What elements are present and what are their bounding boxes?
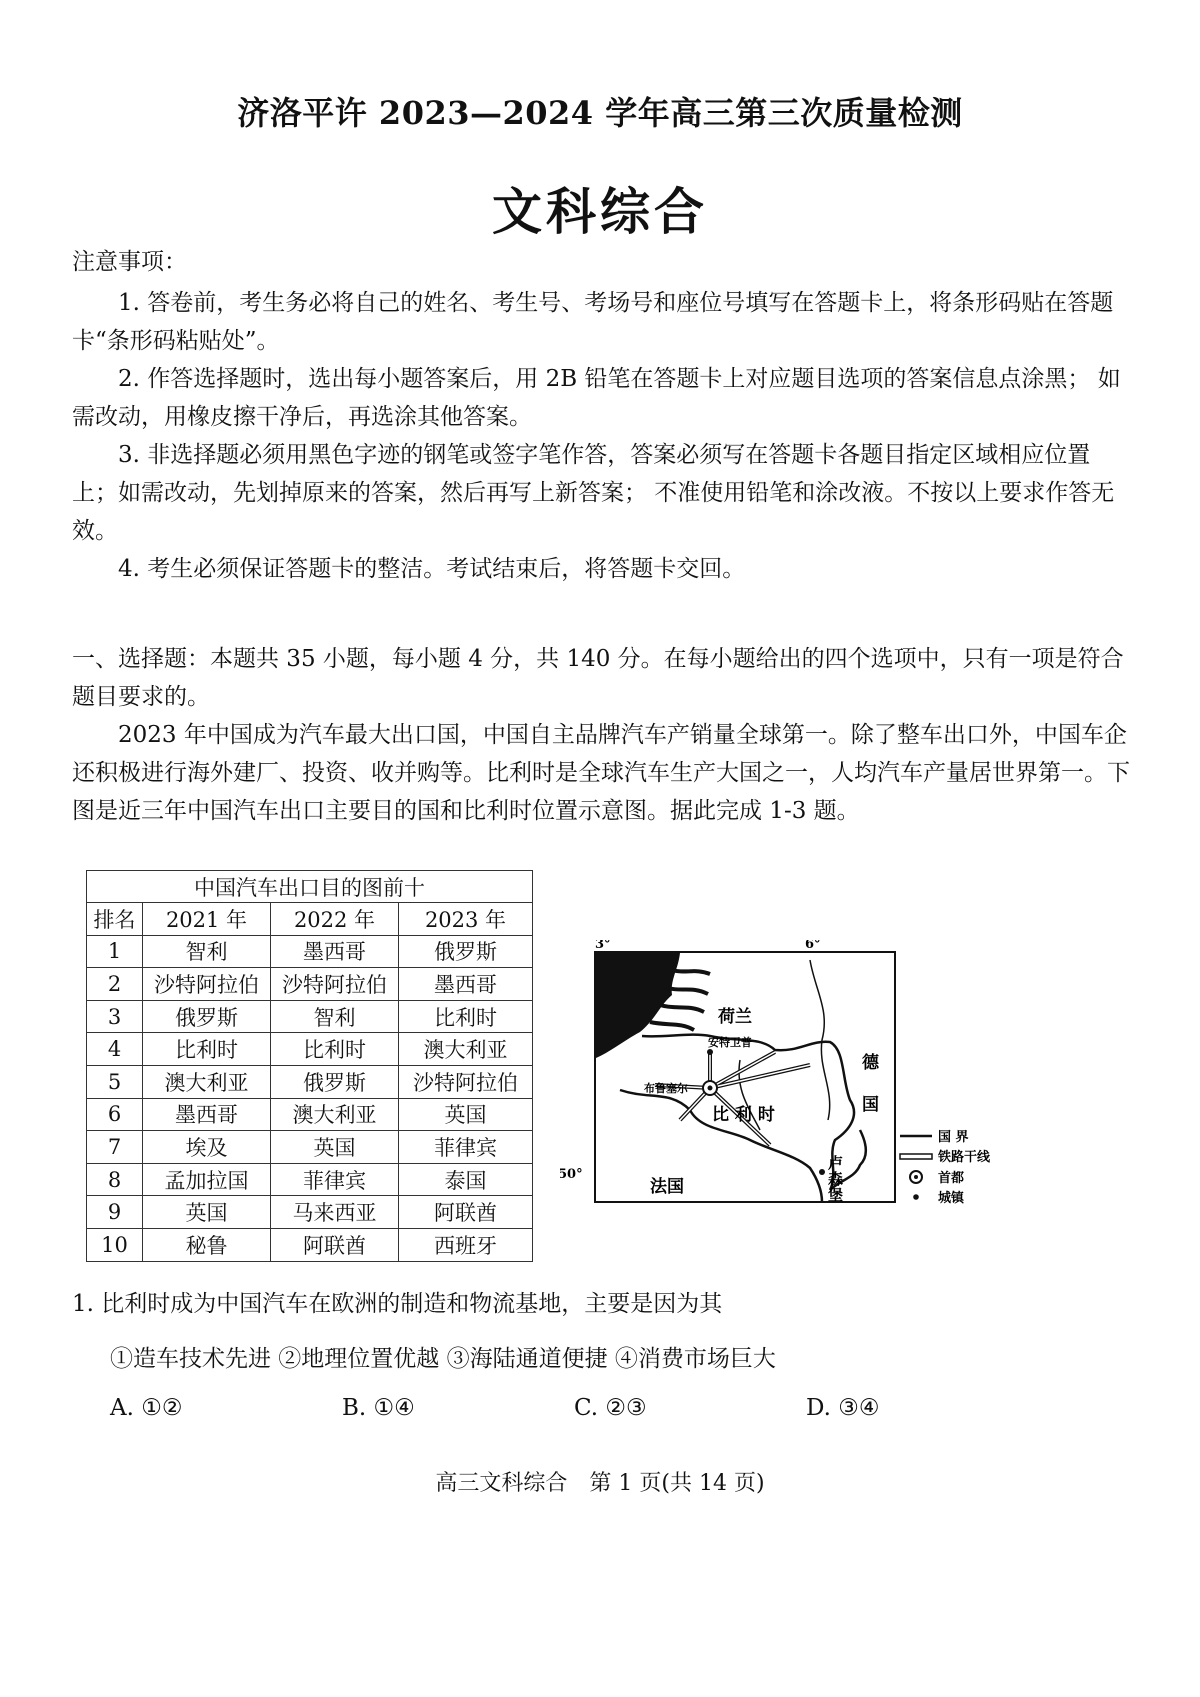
table-cell: 沙特阿拉伯	[143, 968, 271, 1001]
section-intro: 一、选择题：本题共 35 小题，每小题 4 分，共 140 分。在每小题给出的四个选项中，只有一项是符合题目要求的。	[72, 646, 1124, 710]
page-footer: 高三文科综合 第 1 页(共 14 页)	[435, 1471, 765, 1496]
table-cell: 比利时	[271, 1033, 399, 1066]
legend-town-icon	[913, 1194, 919, 1200]
table-cell: 菲律宾	[399, 1131, 533, 1164]
table-cell: 9	[87, 1196, 143, 1229]
legend-railway-label: 铁路干线	[938, 1150, 991, 1165]
table-cell: 比利时	[143, 1033, 271, 1066]
table-cell: 孟加拉国	[143, 1163, 271, 1196]
lon-right-label: 6°	[805, 940, 821, 952]
table-row	[87, 1098, 533, 1131]
germany-label-1: 德	[862, 1053, 879, 1073]
luxembourg-label-1: 卢	[828, 1154, 844, 1172]
table-cell: 澳大利亚	[271, 1098, 399, 1131]
brussels-label: 布鲁塞尔	[644, 1082, 688, 1095]
notice-item-4: 4. 考生必须保证答题卡的整洁。考试结束后，将答题卡交回。	[118, 556, 746, 582]
table-cell: 俄罗斯	[271, 1065, 399, 1098]
subject-title: 文科综合	[492, 182, 708, 241]
legend-capital-dot	[914, 1175, 918, 1179]
table-cell: 墨西哥	[399, 968, 533, 1001]
table-row	[87, 1163, 533, 1196]
luxembourg-label-2: 森	[828, 1170, 844, 1188]
notice-item-1: 1. 答卷前，考生务必将自己的姓名、考生号、考场号和座位号填写在答题卡上，将条形码贴在答题卡“条形码粘贴处”。	[72, 290, 1114, 354]
notice-heading: 注意事项：	[72, 249, 187, 275]
table-cell: 1	[87, 935, 143, 968]
table-cell: 英国	[143, 1196, 271, 1229]
table-cell: 沙特阿拉伯	[399, 1065, 533, 1098]
exam-title: 济洛平许 2023—2024 学年高三第三次质量检测	[237, 94, 963, 132]
table-cell: 英国	[399, 1098, 533, 1131]
table-caption: 中国汽车出口目的图前十	[87, 871, 533, 903]
table-cell: 俄罗斯	[143, 1000, 271, 1033]
luxembourg-town-icon	[819, 1169, 825, 1175]
table-row	[87, 1131, 533, 1164]
table-row	[87, 935, 533, 968]
legend-border-label: 国 界	[938, 1130, 969, 1145]
table-cell: 墨西哥	[143, 1098, 271, 1131]
table-cell: 澳大利亚	[143, 1065, 271, 1098]
table-cell: 墨西哥	[271, 935, 399, 968]
notice-item-3: 3. 非选择题必须用黑色字迹的钢笔或签字笔作答，答案必须写在答题卡各题目指定区域相应位置上；如需改动，先划掉原来的答案，然后再写上新答案； 不准使用铅笔和涂改液。不按以上要求作答无效。	[72, 442, 1115, 544]
france-label: 法国	[650, 1177, 684, 1197]
map-svg	[560, 940, 1030, 1220]
netherlands-label: 荷兰	[718, 1007, 752, 1027]
brussels-capital-dot	[708, 1086, 713, 1091]
passage: 2023 年中国成为汽车最大出口国，中国自主品牌汽车产销量全球第一。除了整车出口外，中国车企还积极进行海外建厂、投资、收并购等。比利时是全球汽车生产大国之一，人均汽车产量居世界第一。下图是近三年中国汽车出口主要目的国和比利时位置示意图。据此完成 1-3 题。	[72, 722, 1130, 824]
table-cell: 比利时	[399, 1000, 533, 1033]
table-cell: 秘鲁	[143, 1228, 271, 1261]
belgium-label: 比 利 时	[712, 1105, 775, 1125]
choice-d: D. ③④	[806, 1395, 880, 1421]
question-1-statements: ①造车技术先进 ②地理位置优越 ③海陆通道便捷 ④消费市场巨大	[110, 1346, 776, 1372]
table-header: 排名	[87, 903, 143, 936]
notice-item-2: 2. 作答选择题时，选出每小题答案后，用 2B 铅笔在答题卡上对应题目选项的答案信息点涂黑； 如需改动，用橡皮擦干净后，再选涂其他答案。	[72, 366, 1121, 430]
table-cell: 2	[87, 968, 143, 1001]
germany-label-2: 国	[862, 1095, 879, 1115]
table-row	[87, 1000, 533, 1033]
legend-capital-label: 首都	[938, 1171, 965, 1186]
table-cell: 俄罗斯	[399, 935, 533, 968]
table-cell: 智利	[271, 1000, 399, 1033]
lat-label: 50°	[560, 1167, 583, 1182]
antwerp-label: 安特卫普	[708, 1036, 752, 1049]
choice-b: B. ①④	[342, 1395, 415, 1421]
table-row	[87, 1228, 533, 1261]
table-cell: 澳大利亚	[399, 1033, 533, 1066]
lon-left-label: 3°	[595, 940, 611, 952]
table-cell: 7	[87, 1131, 143, 1164]
choice-c: C. ②③	[574, 1395, 647, 1421]
table-body	[87, 935, 533, 1261]
table-cell: 泰国	[399, 1163, 533, 1196]
table-cell: 6	[87, 1098, 143, 1131]
legend-town-label: 城镇	[938, 1191, 965, 1206]
table-cell: 4	[87, 1033, 143, 1066]
table-row	[87, 1033, 533, 1066]
belgium-location-map	[560, 940, 1030, 1220]
table-cell: 智利	[143, 935, 271, 968]
question-1-stem: 1. 比利时成为中国汽车在欧洲的制造和物流基地，主要是因为其	[72, 1291, 723, 1317]
table-cell: 阿联酋	[399, 1196, 533, 1229]
table-cell: 3	[87, 1000, 143, 1033]
table-cell: 埃及	[143, 1131, 271, 1164]
table-header: 2021 年	[143, 903, 271, 936]
luxembourg-label-3: 堡	[828, 1186, 844, 1204]
table-cell: 马来西亚	[271, 1196, 399, 1229]
table-header: 2023 年	[399, 903, 533, 936]
table-cell: 10	[87, 1228, 143, 1261]
legend-railway-icon	[900, 1154, 932, 1159]
table-cell: 5	[87, 1065, 143, 1098]
table-cell: 沙特阿拉伯	[271, 968, 399, 1001]
table-header: 2022 年	[271, 903, 399, 936]
table-cell: 8	[87, 1163, 143, 1196]
table-cell: 英国	[271, 1131, 399, 1164]
table-row	[87, 1065, 533, 1098]
table-row	[87, 968, 533, 1001]
table-row	[87, 1196, 533, 1229]
antwerp-town-icon	[707, 1049, 713, 1055]
table-cell: 西班牙	[399, 1228, 533, 1261]
table-cell: 菲律宾	[271, 1163, 399, 1196]
table-cell: 阿联酋	[271, 1228, 399, 1261]
choice-a: A. ①②	[110, 1395, 183, 1421]
export-ranking-table	[86, 870, 533, 1262]
